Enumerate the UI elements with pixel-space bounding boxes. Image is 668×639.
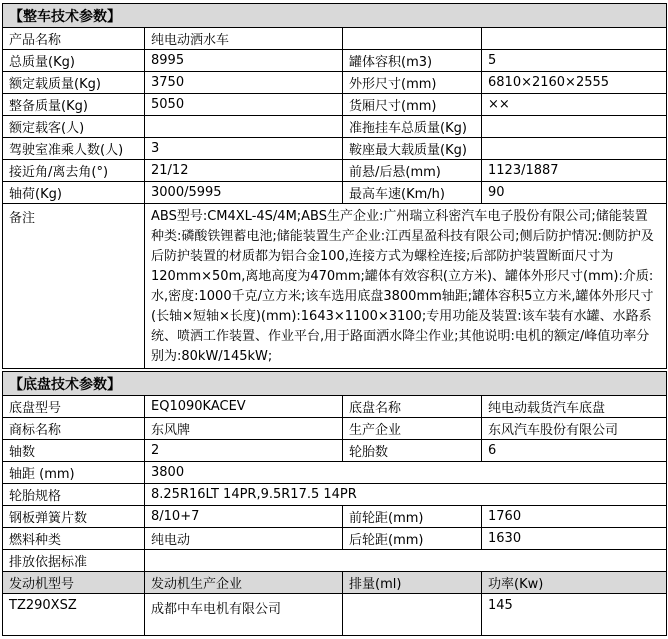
engine-displacement-value	[343, 594, 482, 636]
spec-label-cell: 轴荷(Kg)	[3, 182, 145, 204]
spec-value-cell: 2	[145, 440, 343, 462]
spec-label-cell: 驾驶室准乘人数(人)	[3, 138, 145, 160]
table-row	[3, 204, 667, 369]
spec-label-cell	[343, 28, 482, 50]
spec-value-cell: 3750	[145, 72, 343, 94]
engine-manufacturer-value: 成都中车电机有限公司	[145, 594, 343, 636]
spec-value-cell: 6810×2160×2555	[482, 72, 667, 94]
engine-values-row	[3, 594, 667, 636]
table-row	[3, 506, 667, 528]
spec-label-cell: 额定载客(人)	[3, 116, 145, 138]
spec-label-cell: 排放依据标准	[3, 550, 145, 572]
spec-label-cell: 货厢尺寸(mm)	[343, 94, 482, 116]
spec-label-cell: 轮胎数	[343, 440, 482, 462]
spec-label-cell: 总质量(Kg)	[3, 50, 145, 72]
spec-label-cell: 轮胎规格	[3, 484, 145, 506]
vehicle-spec-rows	[3, 28, 667, 204]
spec-value-cell: 8/10+7	[145, 506, 343, 528]
remark-label-cell: 备注	[3, 204, 145, 369]
spec-value-cell	[482, 116, 667, 138]
spec-value-cell: 1123/1887	[482, 160, 667, 182]
spec-value-cell: EQ1090KACEV	[145, 396, 343, 418]
spec-value-cell: 纯电动	[145, 528, 343, 550]
spec-label-cell: 最高车速(Km/h)	[343, 182, 482, 204]
spec-label-cell: 后轮距(mm)	[343, 528, 482, 550]
spec-value-cell: 8995	[145, 50, 343, 72]
table-row	[3, 138, 667, 160]
spec-value-cell: 8.25R16LT 14PR,9.5R17.5 14PR	[145, 484, 667, 506]
table-row	[3, 462, 667, 484]
chassis-section-title: 【底盘技术参数】	[3, 372, 667, 396]
engine-header-row	[3, 572, 667, 594]
table-row	[3, 116, 667, 138]
spec-label-cell: 鞍座最大载质量(Kg)	[343, 138, 482, 160]
spec-label-cell: 轴数	[3, 440, 145, 462]
spec-label-cell: 额定载质量(Kg)	[3, 72, 145, 94]
spec-label-cell: 外形尺寸(mm)	[343, 72, 482, 94]
spec-value-cell: 纯电动载货汽车底盘	[482, 396, 667, 418]
remark-text-cell: ABS型号:CM4XL-4S/4M;ABS生产企业:广州瑞立科密汽车电子股份有限公司;储能装置种类:磷酸铁锂蓄电池;储能装置生产企业:江西星盈科技有限公司;侧后防护情况:侧防护及后防护装置的材质都为铝合金100,连接方式为螺栓连接;后部防护装置断面尺寸为120mm×50m,离地高度为470mm;罐体有效容积(立方米)、罐体外形尺寸(mm):介质:水,密度:1000千克/立方米;该车选用底盘3800mm轴距;罐体容积5立方米,罐体外形尺寸(长轴×短轴×长度)(mm):1643×1100×3100;专用功能及装置:该车装有水罐、水路系统、喷洒工作装置、作业平台,用于路面洒水降尘作业;其他说明:电机的额定/峰值功率分别为:80kW/145kW;	[145, 204, 667, 369]
table-row	[3, 4, 667, 28]
spec-label-cell: 准拖挂车总质量(Kg)	[343, 116, 482, 138]
spec-label-cell: 前悬/后悬(mm)	[343, 160, 482, 182]
spec-value-cell: 3	[145, 138, 343, 160]
table-row	[3, 528, 667, 550]
vehicle-section-title: 【整车技术参数】	[3, 4, 667, 28]
table-row	[3, 182, 667, 204]
spec-value-cell: 5050	[145, 94, 343, 116]
spec-value-cell: 1760	[482, 506, 667, 528]
spec-label-cell: 前轮距(mm)	[343, 506, 482, 528]
engine-group	[3, 572, 667, 636]
table-row	[3, 396, 667, 418]
spec-label-cell: 整备质量(Kg)	[3, 94, 145, 116]
spec-value-cell: 东风牌	[145, 418, 343, 440]
spec-value-cell: 5	[482, 50, 667, 72]
spec-value-cell: 90	[482, 182, 667, 204]
spec-value-cell: 6	[482, 440, 667, 462]
remark-group	[3, 204, 667, 369]
spec-value-cell: 3000/5995	[145, 182, 343, 204]
vehicle-section-header-group	[3, 4, 667, 28]
table-row	[3, 28, 667, 50]
spec-value-cell: 纯电动洒水车	[145, 28, 343, 50]
chassis-params-table	[2, 371, 667, 636]
engine-model-value: TZ290XSZ	[3, 594, 145, 636]
spec-value-cell	[482, 28, 667, 50]
engine-displacement-header: 排量(ml)	[343, 572, 482, 594]
vehicle-params-table	[2, 3, 667, 369]
spec-value-cell	[482, 138, 667, 160]
table-row	[3, 72, 667, 94]
spec-value-cell: 东风汽车股份有限公司	[482, 418, 667, 440]
spec-value-cell: 21/12	[145, 160, 343, 182]
spec-value-cell: 3800	[145, 462, 667, 484]
spec-value-cell	[145, 116, 343, 138]
spec-label-cell: 轴距 (mm)	[3, 462, 145, 484]
table-row	[3, 372, 667, 396]
table-row	[3, 484, 667, 506]
table-row	[3, 418, 667, 440]
spec-label-cell: 燃料种类	[3, 528, 145, 550]
spec-label-cell: 产品名称	[3, 28, 145, 50]
chassis-section-header-group	[3, 372, 667, 396]
spec-value-cell: ××	[482, 94, 667, 116]
spec-label-cell: 底盘名称	[343, 396, 482, 418]
table-row	[3, 160, 667, 182]
engine-power-value: 145	[482, 594, 667, 636]
spec-label-cell: 底盘型号	[3, 396, 145, 418]
spec-label-cell: 罐体容积(m3)	[343, 50, 482, 72]
table-row	[3, 94, 667, 116]
engine-model-header: 发动机型号	[3, 572, 145, 594]
spec-label-cell: 生产企业	[343, 418, 482, 440]
table-row	[3, 50, 667, 72]
spec-value-cell: 1630	[482, 528, 667, 550]
table-row	[3, 440, 667, 462]
engine-manufacturer-header: 发动机生产企业	[145, 572, 343, 594]
spec-label-cell: 商标名称	[3, 418, 145, 440]
chassis-spec-rows	[3, 396, 667, 572]
spec-label-cell: 钢板弹簧片数	[3, 506, 145, 528]
table-row	[3, 550, 667, 572]
engine-power-header: 功率(Kw)	[482, 572, 667, 594]
spec-value-cell	[145, 550, 667, 572]
spec-label-cell: 接近角/离去角(°)	[3, 160, 145, 182]
